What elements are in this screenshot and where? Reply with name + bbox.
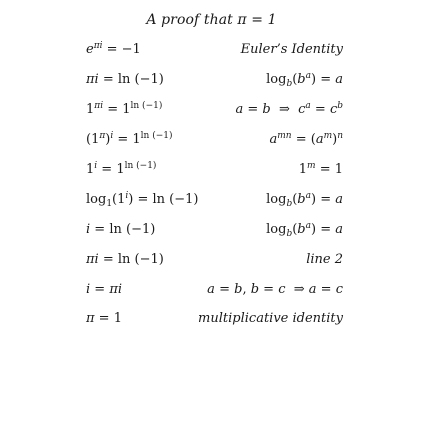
equation-10: π = 1 [86,311,122,326]
justification-5: $1^m = 1$ [298,161,343,177]
proof-line-5 [86,162,343,182]
proof-line-1 [86,42,343,62]
proof-line-4 [86,132,343,152]
equation-8: πi = ln (−1) [86,252,164,267]
proof-line-6 [86,192,343,212]
equation-2: πi = ln (−1) [86,72,164,87]
proof-line-9 [86,282,343,302]
equation-5: $1^i = 1^{ln (-1)}$ [86,161,157,177]
proof-line-2 [86,72,343,92]
proof-line-8 [86,252,343,272]
proof-line-3 [86,102,343,122]
equation-4: $(1^\pi)^i = 1^{ln (-1)}$ [86,131,173,147]
justification-2: $\log_b(b^a) = a$ [266,71,343,89]
equation-3: $1^{\pi i} = 1^{ln (-1)}$ [86,101,163,117]
justification-1: Euler’s Identity [240,42,343,57]
equation-7: i = ln (−1) [86,222,156,237]
justification-3: a = b ⇒ $c^a = c^b$ [235,101,343,117]
equation-1: $e^{\pi i} = -1$ [86,41,141,57]
justification-9: a = b, b = c ⇒ a = c [207,282,343,297]
proof-line-10 [86,311,343,331]
justification-6: $\log_b(b^a) = a$ [266,191,343,209]
justification-10: multiplicative identity [198,311,343,326]
proof-line-7 [86,222,343,242]
equation-6: $\log_1(1^i) = \ln (-1)$ [86,191,199,209]
justification-7: $\log_b(b^a) = a$ [266,221,343,239]
page-title: A proof that π = 1 [146,12,277,28]
justification-8: line 2 [306,252,343,267]
equation-9: i = πi [86,282,123,297]
justification-4: $a^{mn} = (a^m)^n$ [269,131,343,147]
